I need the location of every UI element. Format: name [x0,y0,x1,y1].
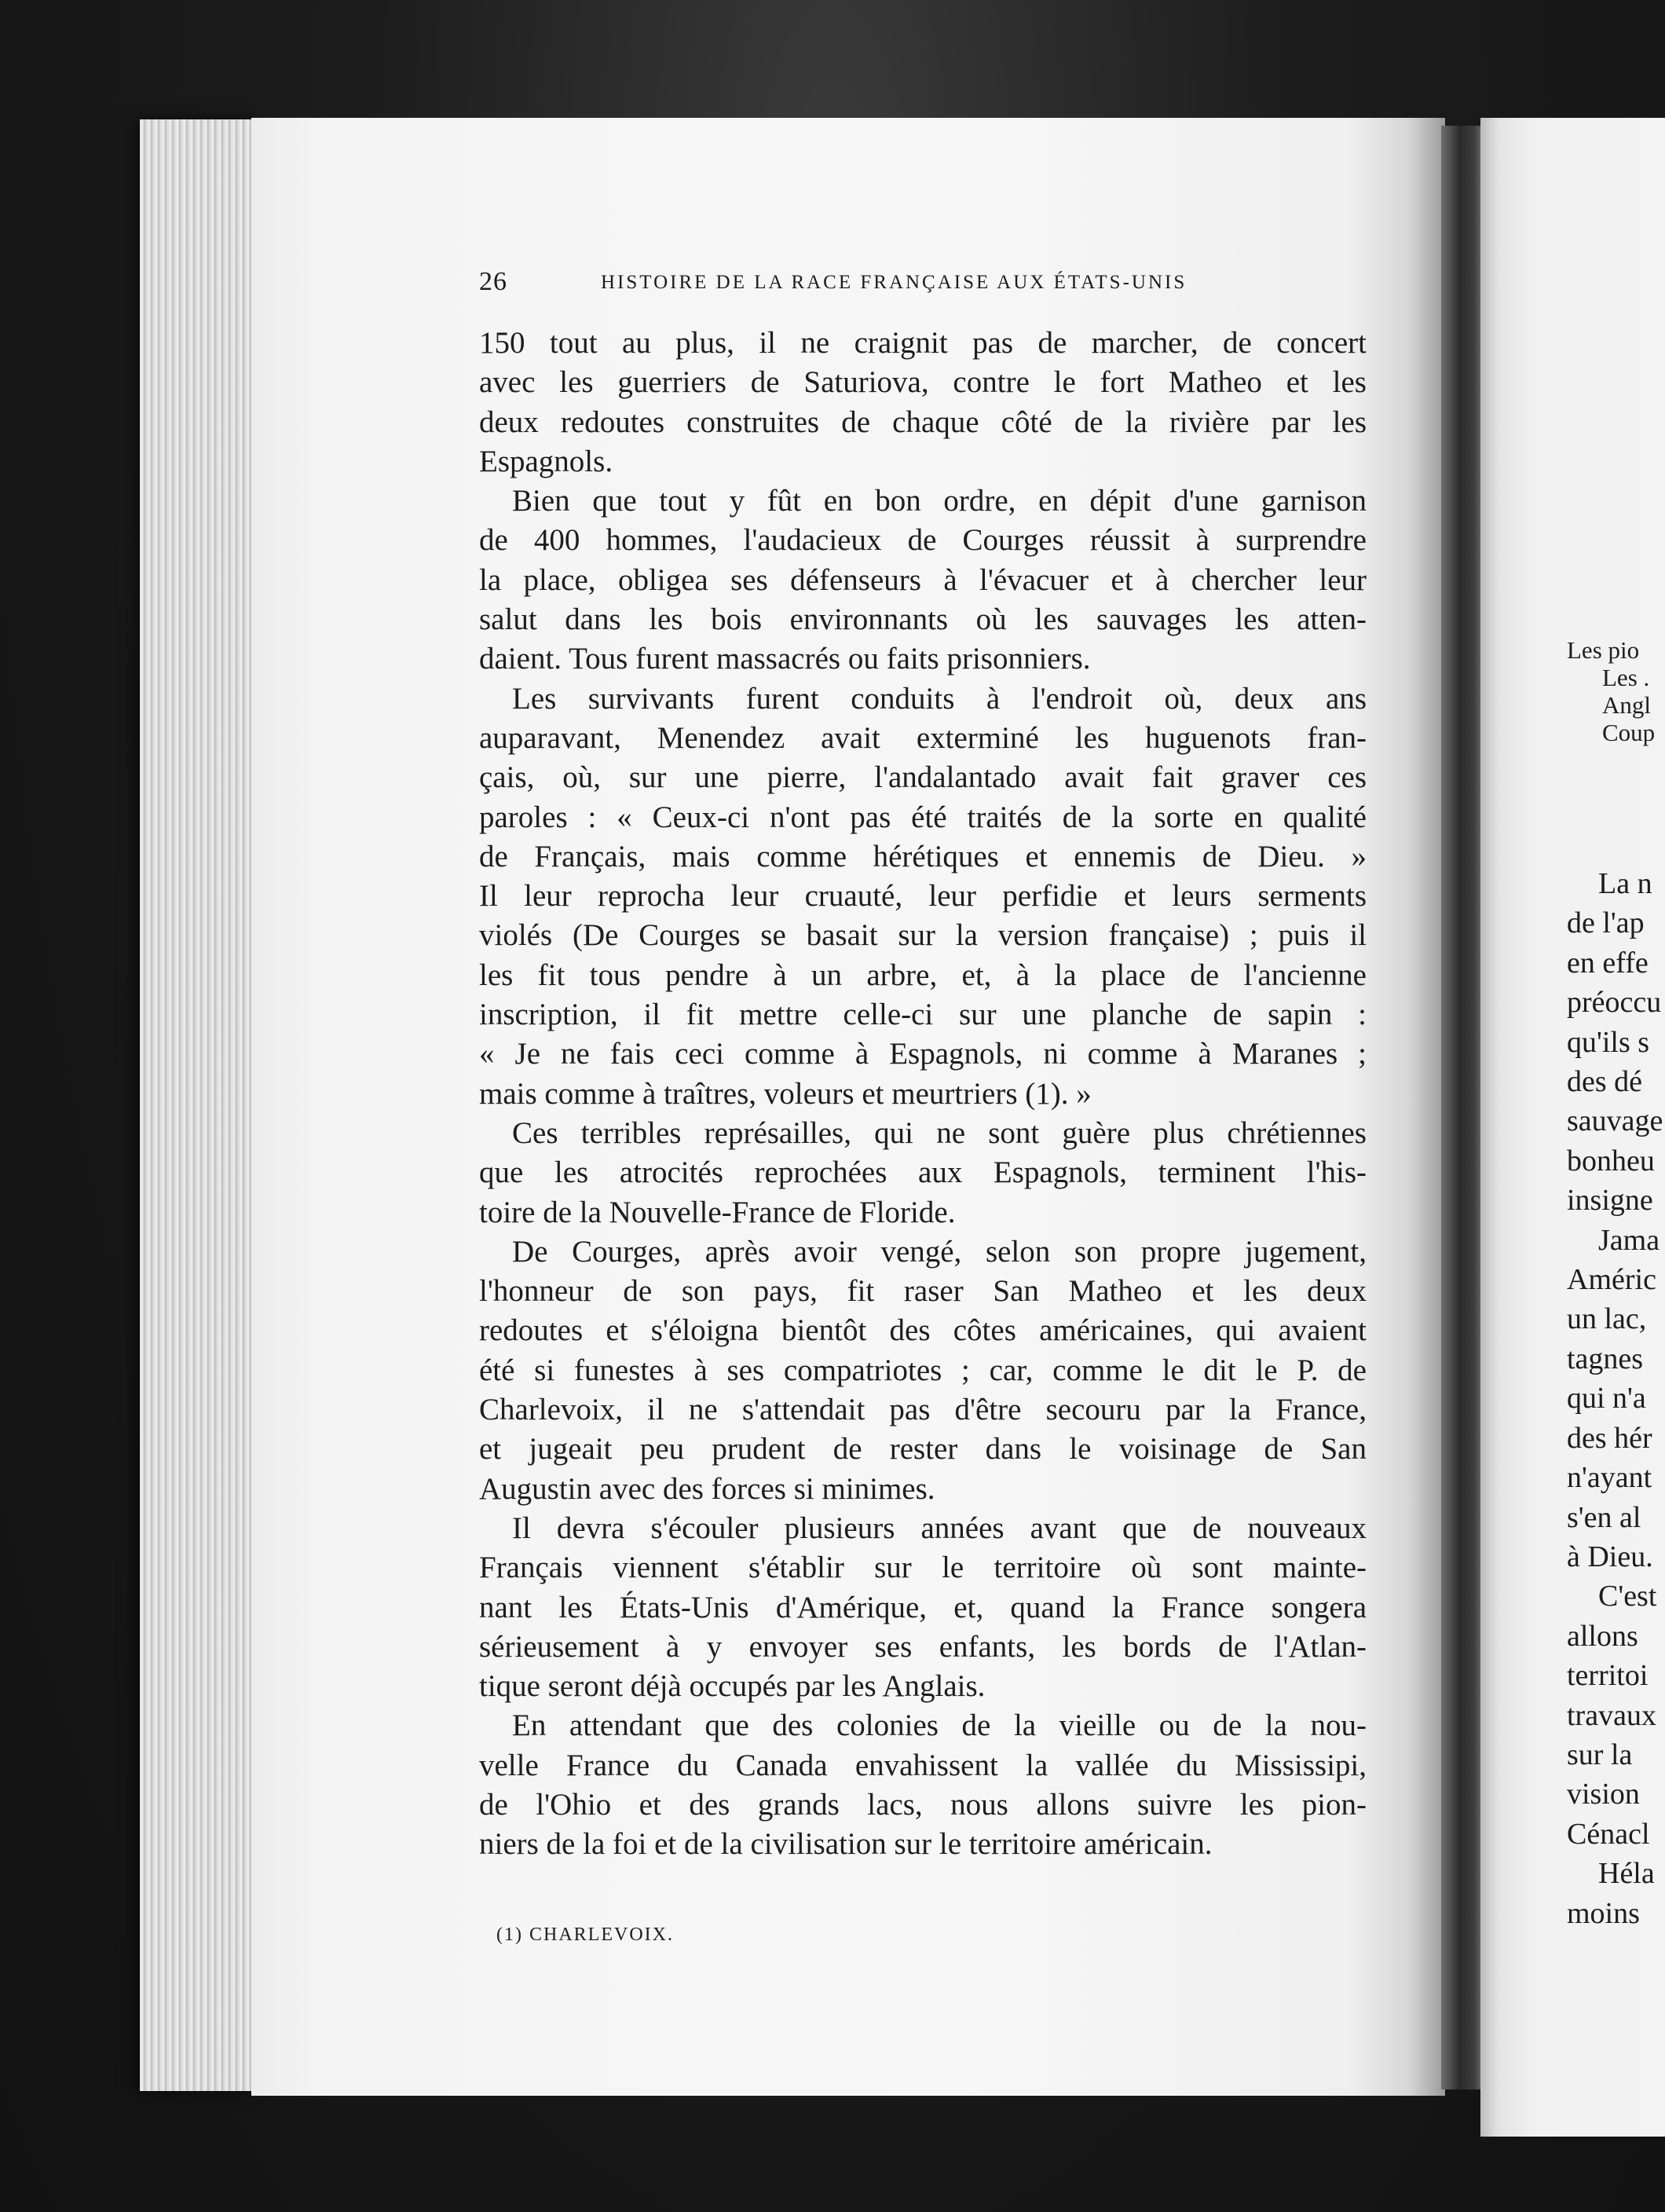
text-line: velle France du Canada envahissent la vallée du Mississipi, [479,1748,1367,1782]
margin-note-line: Les pio [1567,636,1640,664]
right-text-line: un lac, [1567,1302,1647,1336]
text-line: auparavant, Menendez avait exterminé les huguenots fran- [479,720,1367,755]
text-line: toire de la Nouvelle-France de Floride. [479,1195,956,1229]
running-head [479,267,1351,306]
right-text-line: n'ayant [1567,1461,1652,1495]
right-text-line: bonheu [1567,1144,1655,1177]
footnote: (1) CHARLEVOIX. [496,1925,674,1945]
right-text-line: des hér [1567,1421,1652,1455]
text-line: de 400 hommes, l'audacieux de Courges réussit à surprendre [479,523,1367,558]
paragraph [479,324,1367,482]
text-line: De Courges, après avoir vengé, selon son propre jugement, [512,1234,1367,1269]
right-text-line: insigne [1567,1184,1653,1218]
margin-note-line: Angl [1602,691,1651,719]
right-text-line: tagnes [1567,1342,1644,1375]
right-text-line: territoi [1567,1659,1649,1693]
right-text-line: qui n'a [1567,1382,1646,1415]
text-line: les fit tous pendre à un arbre, et, à la place de l'ancienne [479,958,1367,992]
paragraph [479,1114,1367,1232]
page-edges [140,119,258,2091]
right-text-line: vision [1567,1778,1640,1811]
text-line: Espagnols. [479,444,613,478]
text-line: paroles : « Ceux-ci n'ont pas été traités de la sorte en qualité [479,800,1367,834]
right-text-line: Héla [1598,1857,1655,1891]
paragraph [479,1232,1367,1509]
right-text-line: s'en al [1567,1500,1641,1534]
right-text-line: qu'ils s [1567,1025,1650,1059]
text-line: violés (De Courges se basait sur la version française) ; puis il [479,918,1367,953]
text-line: été si funestes à ses compatriotes ; car, comme le dit le P. de [479,1353,1367,1387]
right-text-line: à Dieu. [1567,1540,1653,1573]
text-line: et jugeait peu prudent de rester dans le voisinage de San [479,1432,1367,1467]
text-line: Les survivants furent conduits à l'endroit où, deux ans [512,681,1367,716]
right-text-line: sur la [1567,1738,1633,1771]
page-number: 26 [479,267,507,296]
text-line: daient. Tous furent massacrés ou faits prisonniers. [479,642,1091,676]
text-line: la place, obligea ses défenseurs à l'évacuer et à chercher leur [479,562,1367,597]
right-margin-note [1567,636,1665,746]
text-line: 150 tout au plus, il ne craignit pas de marcher, de concert [479,326,1367,360]
right-page-text [1567,864,1665,1933]
text-line: l'honneur de son pays, fit raser San Matheo et les deux [479,1274,1367,1309]
text-line: Français viennent s'établir sur le territoire où sont mainte- [479,1551,1367,1585]
text-line: de Français, mais comme hérétiques et ennemis de Dieu. » [479,839,1367,873]
right-text-line: des dé [1567,1065,1643,1099]
text-line: que les atrocités reprochées aux Espagnols, terminent l'his- [479,1155,1367,1190]
text-line: çais, où, sur une pierre, l'andalantado avait fait graver ces [479,760,1367,795]
right-page [1480,118,1665,2137]
text-line: Bien que tout y fût en bon ordre, en dépit d'une garnison [512,484,1367,518]
right-text-line: sauvage [1567,1104,1663,1138]
text-line: En attendant que des colonies de la vieille ou de la nou- [512,1708,1367,1743]
text-line: inscription, il fit mettre celle-ci sur une planche de sapin : [479,998,1367,1032]
text-line: deux redoutes construites de chaque côté de la rivière par les [479,405,1367,439]
text-line: « Je ne fais ceci comme à Espagnols, ni comme à Maranes ; [479,1037,1367,1071]
text-line: mais comme à traîtres, voleurs et meurtriers (1). » [479,1076,1092,1111]
text-line: nant les États-Unis d'Amérique, et, quand la France songera [479,1590,1367,1624]
right-text-line: moins [1567,1896,1640,1930]
right-text-line: en effe [1567,946,1649,980]
right-text-line: Cénacl [1567,1817,1650,1851]
text-line: Augustin avec des forces si minimes. [479,1471,935,1506]
right-text-line: allons [1567,1619,1638,1653]
running-head-title: HISTOIRE DE LA RACE FRANÇAISE AUX ÉTATS-UNIS [601,272,1187,293]
text-line: salut dans les bois environnants où les sauvages les atten- [479,602,1367,637]
text-line: sérieusement à y envoyer ses enfants, les bords de l'Atlan- [479,1629,1367,1664]
margin-note-line: Les . [1602,664,1650,691]
right-text-line: Améric [1567,1263,1656,1297]
paragraph [479,1509,1367,1706]
right-text-line: travaux [1567,1698,1656,1732]
right-text-line: C'est [1598,1580,1657,1613]
right-text-line: Jama [1598,1223,1660,1257]
margin-note-line: Coup [1602,719,1656,746]
text-line: tique seront déjà occupés par les Anglais. [479,1669,986,1704]
right-text-line: de l'ap [1567,906,1645,940]
right-text-line: La n [1598,867,1652,900]
text-line: avec les guerriers de Saturiova, contre le fort Matheo et les [479,365,1367,400]
text-line: niers de la foi et de la civilisation sur le territoire américain. [479,1827,1213,1862]
text-line: redoutes et s'éloigna bientôt des côtes américaines, qui avaient [479,1313,1367,1348]
text-line: Ces terribles représailles, qui ne sont guère plus chrétiennes [512,1115,1367,1150]
text-line: Il devra s'écouler plusieurs années avant que de nouveaux [512,1511,1367,1545]
body-text [479,324,1367,1865]
paragraph [479,1706,1367,1864]
text-line: Il leur reprocha leur cruauté, leur perfidie et leurs serments [479,879,1367,914]
paragraph [479,679,1367,1114]
text-line: Charlevoix, il ne s'attendait pas d'être secouru par la France, [479,1393,1367,1427]
right-text-line: préoccu [1567,986,1662,1020]
text-line: de l'Ohio et des grands lacs, nous allons suivre les pion- [479,1787,1367,1822]
paragraph [479,482,1367,679]
